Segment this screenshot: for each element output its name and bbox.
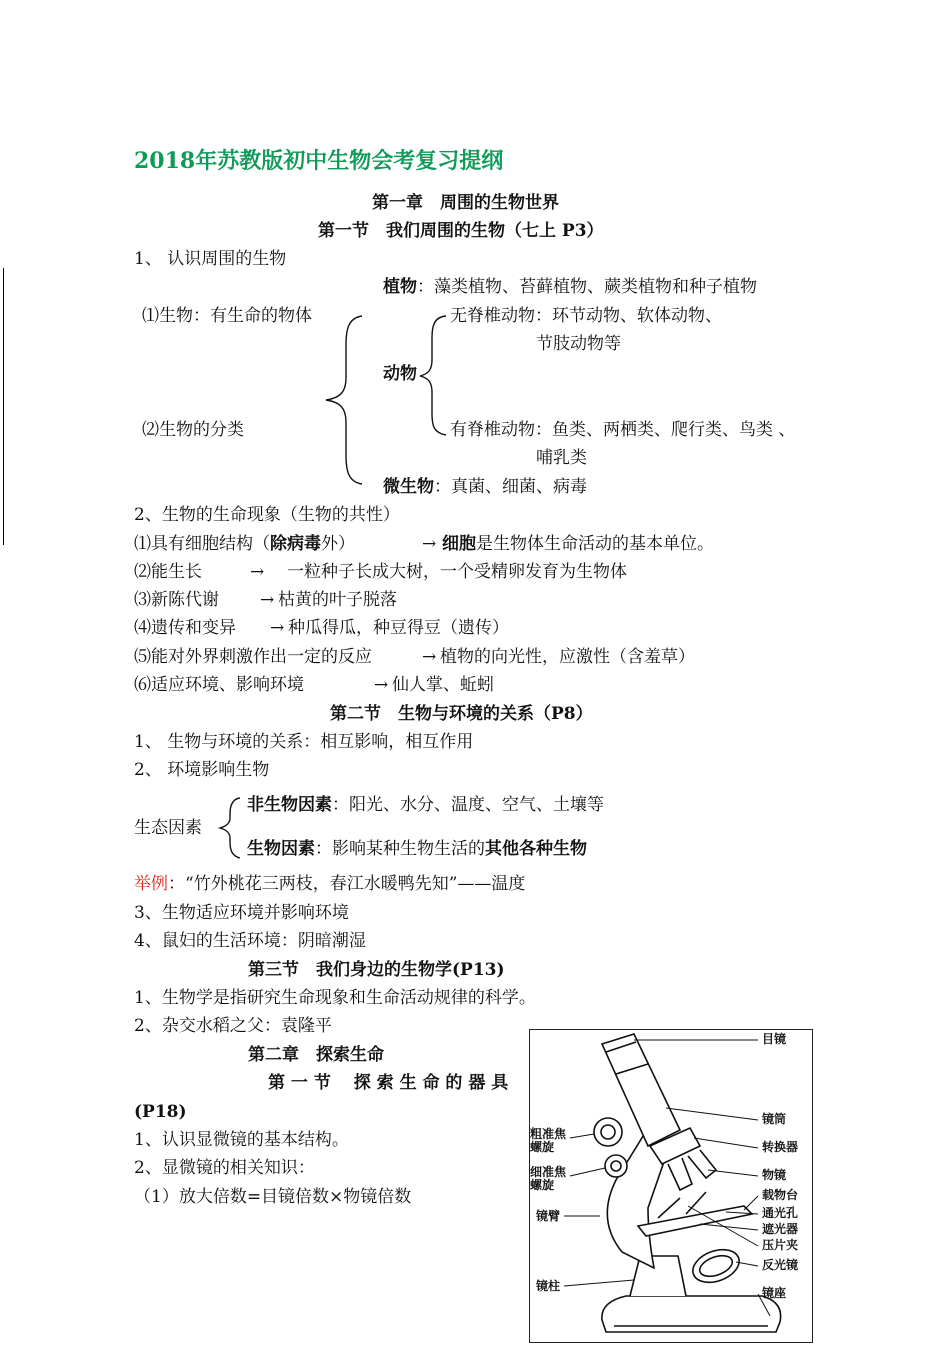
label-stage-clip: 压片夹	[762, 1238, 799, 1252]
phenomenon-6-result: 仙人掌、蚯蚓	[392, 675, 494, 695]
phenomenon-2-arrow: →	[250, 562, 265, 582]
example-label: 举例	[134, 874, 168, 894]
chapter2-item3: （1）放大倍数=目镜倍数×物镜倍数	[134, 1187, 412, 1207]
phenomenon-5: ⑸能对外界刺激作出一定的反应	[134, 647, 372, 667]
label-mirror: 反光镜	[762, 1258, 799, 1272]
label-pillar: 镜柱	[536, 1279, 561, 1293]
eco-factors-label: 生态因素	[134, 818, 202, 838]
biotic-text: ：影响某种生物生活的	[315, 839, 485, 859]
phenomenon-1-text: ⑴具有细胞结构（	[134, 534, 270, 554]
phenomenon-4-arrow: →	[270, 618, 285, 638]
pillar-shape	[630, 1256, 686, 1296]
phenomenon-1-bold: 除病毒	[270, 534, 321, 554]
section1-heading: 第一节 我们周围的生物（七上 P3）	[318, 221, 604, 241]
objective-2	[688, 1150, 716, 1178]
label-stage: 载物台	[762, 1188, 799, 1202]
item-recognize-organisms: 1、 认识周围的生物	[134, 249, 287, 269]
label-diaphragm: 遮光器	[762, 1222, 799, 1236]
document-title: 2018年苏教版初中生物会考复习提纲	[134, 148, 504, 174]
phenomenon-6-arrow: →	[374, 675, 389, 695]
section2-item3: 3、生物适应环境并影响环境	[134, 903, 349, 923]
fine-knob	[605, 1155, 627, 1177]
phenomenon-1-arrow: →	[422, 534, 437, 554]
label-coarse-adjustment: 粗准焦 螺旋	[530, 1127, 567, 1155]
section3-heading: 第三节 我们身边的生物学(P13)	[248, 960, 505, 980]
phenomenon-3: ⑶新陈代谢	[134, 590, 219, 610]
label-body-tube: 镜筒	[762, 1112, 787, 1126]
chapter2-item2: 2、显微镜的相关知识：	[134, 1158, 315, 1178]
phenomenon-2: ⑵能生长	[134, 562, 202, 582]
biotic-bold2: 其他各种生物	[485, 839, 587, 859]
section2-heading: 第二节 生物与环境的关系（P8）	[330, 704, 593, 724]
classification-brace	[326, 316, 362, 484]
vertebrates-line2: 哺乳类	[536, 448, 587, 468]
section2-item1: 1、 生物与环境的关系：相互影响，相互作用	[134, 732, 474, 752]
phenomenon-5-arrow: →	[422, 647, 437, 667]
example-text: ：“竹外桃花三两枝，春江水暖鸭先知”——温度	[168, 874, 526, 894]
mirror-shape	[688, 1244, 743, 1289]
phenomenon-1	[134, 534, 355, 554]
section3-item1: 1、生物学是指研究生命现象和生命活动规律的科学。	[134, 988, 536, 1008]
microbes-text: ：真菌、细菌、病毒	[434, 477, 587, 497]
animals-label: 动物	[383, 364, 417, 384]
example-line	[134, 874, 525, 894]
microbes-label: 微生物	[383, 477, 434, 497]
plants-label: 植物	[383, 277, 417, 297]
label-arm: 镜臂	[536, 1209, 561, 1223]
phenomenon-2-result: 一粒种子长成大树，一个受精卵发育为生物体	[287, 562, 627, 582]
eco-factors-brace	[220, 798, 240, 858]
microscope-diagram	[529, 1029, 813, 1343]
phenomenon-3-arrow: →	[260, 590, 275, 610]
item-life-phenomena: 2、生物的生命现象（生物的共性）	[134, 505, 400, 525]
section2-item2: 2、 环境影响生物	[134, 760, 270, 780]
abiotic-text: ：阳光、水分、温度、空气、土壤等	[332, 795, 604, 815]
objective-1	[668, 1158, 692, 1190]
label-aperture: 通光孔	[762, 1206, 799, 1220]
plants-text: ：藻类植物、苔藓植物、蕨类植物和种子植物	[417, 277, 757, 297]
chapter2-section1-heading: 第 一 节 探 索 生 命 的 器 具	[268, 1073, 509, 1093]
section2-item4: 4、鼠妇的生活环境：阴暗潮湿	[134, 931, 366, 951]
chapter2-item1: 1、认识显微镜的基本结构。	[134, 1130, 349, 1150]
animals-brace	[420, 316, 446, 435]
phenomenon-4: ⑷遗传和变异	[134, 618, 236, 638]
phenomenon-1-text2: 外）	[321, 534, 355, 554]
phenomenon-4-result: 种瓜得瓜，种豆得豆（遗传）	[288, 618, 509, 638]
invertebrates-line2: 节肢动物等	[536, 334, 621, 354]
label-objective: 物镜	[762, 1168, 787, 1182]
vertebrates-line1: 有脊椎动物：鱼类、两栖类、爬行类、鸟类 、	[450, 420, 796, 440]
chapter2-heading: 第二章 探索生命	[248, 1045, 384, 1065]
chapter2-page-ref: (P18)	[134, 1102, 187, 1122]
biotic-factors	[247, 839, 587, 859]
label-base: 镜座	[762, 1286, 787, 1300]
abiotic-factors	[247, 795, 604, 815]
classification-label: ⑵生物的分类	[142, 420, 244, 440]
label-nosepiece: 转换器	[762, 1140, 799, 1154]
phenomenon-1-result	[442, 534, 714, 554]
coarse-knob	[594, 1118, 622, 1146]
label-eyepiece: 目镜	[762, 1032, 787, 1046]
cell-bold: 细胞	[442, 534, 476, 554]
phenomenon-3-result: 枯黄的叶子脱落	[278, 590, 397, 610]
phenomenon-5-result: 植物的向光性，应激性（含羞草）	[440, 647, 695, 667]
section3-item2: 2、杂交水稻之父：袁隆平	[134, 1016, 332, 1036]
phenomenon-1-result-text: 是生物体生命活动的基本单位。	[476, 534, 714, 554]
organism-definition: ⑴生物：有生命的物体	[142, 306, 312, 326]
label-fine-adjustment: 细准焦 螺旋	[530, 1165, 567, 1193]
phenomenon-6: ⑹适应环境、影响环境	[134, 675, 304, 695]
chapter1-heading: 第一章 周围的生物世界	[372, 193, 559, 213]
invertebrates-line1: 无脊椎动物：环节动物、软体动物、	[450, 306, 722, 326]
abiotic-label: 非生物因素	[247, 795, 332, 815]
biotic-label: 生物因素	[247, 839, 315, 859]
